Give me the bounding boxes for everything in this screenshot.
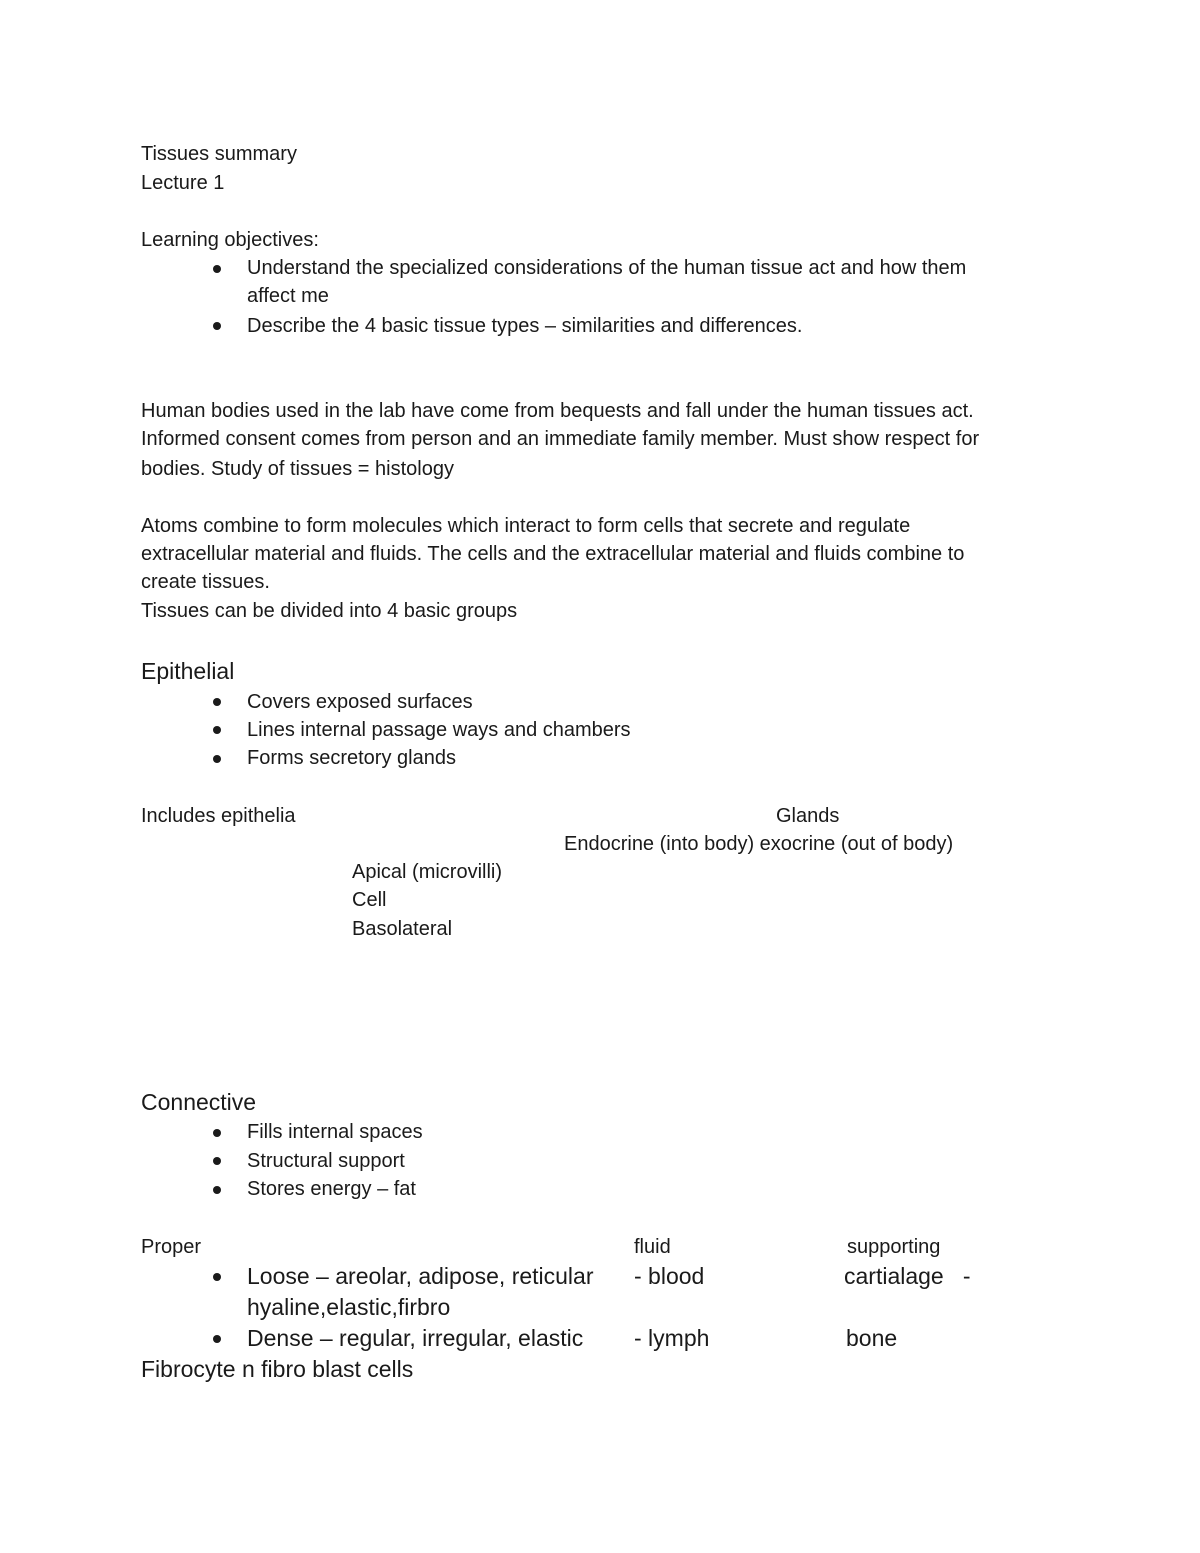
glands-label: Glands xyxy=(776,805,840,827)
bullet-icon xyxy=(213,265,221,273)
connective-bullet-1: Fills internal spaces xyxy=(247,1121,423,1143)
epithelial-heading: Epithelial xyxy=(141,658,235,684)
epithelial-bullet-2: Lines internal passage ways and chambers xyxy=(247,719,631,741)
fluid-item-lymph: - lymph xyxy=(634,1325,710,1351)
epithelial-bullet-1: Covers exposed surfaces xyxy=(247,691,473,713)
supporting-item-cartilage: cartialage - xyxy=(844,1263,971,1289)
bullet-icon xyxy=(213,755,221,763)
document-title: Tissues summary xyxy=(141,143,297,165)
supporting-label: supporting xyxy=(847,1236,941,1258)
bullet-icon xyxy=(213,1335,221,1343)
fibrocyte-note: Fibrocyte n fibro blast cells xyxy=(141,1356,414,1382)
intro-p2-line-1: Atoms combine to form molecules which interact to form cells that secrete and regulate xyxy=(141,515,911,537)
dense-item: Dense – regular, irregular, elastic xyxy=(247,1325,584,1351)
loose-item: Loose – areolar, adipose, reticular xyxy=(247,1263,594,1289)
bullet-icon xyxy=(213,1186,221,1194)
objectives-heading: Learning objectives: xyxy=(141,229,319,251)
proper-label: Proper xyxy=(141,1236,202,1258)
bullet-icon xyxy=(213,1129,221,1137)
intro-p1-line-2: Informed consent comes from person and an immediate family member. Must show respect for xyxy=(141,428,980,450)
intro-p2-line-3: create tissues. xyxy=(141,571,270,593)
intro-p1-line-1: Human bodies used in the lab have come from bequests and fall under the human tissues act. xyxy=(141,400,974,422)
bullet-icon xyxy=(213,698,221,706)
connective-heading: Connective xyxy=(141,1089,257,1115)
fluid-label: fluid xyxy=(634,1236,671,1258)
lecture-label: Lecture 1 xyxy=(141,172,225,194)
objective-item-1: Understand the specialized considerations of the human tissue act and how them xyxy=(247,257,967,279)
loose-item-cont: hyaline,elastic,firbro xyxy=(247,1294,451,1320)
cell-part-cell: Cell xyxy=(352,889,387,911)
intro-p1-line-3: bodies. Study of tissues = histology xyxy=(141,458,454,480)
cell-part-basolateral: Basolateral xyxy=(352,918,453,940)
bullet-icon xyxy=(213,1273,221,1281)
objective-item-2: Describe the 4 basic tissue types – similarities and differences. xyxy=(247,315,803,337)
connective-bullet-2: Structural support xyxy=(247,1150,405,1172)
objective-item-1-cont: affect me xyxy=(247,285,329,307)
bullet-icon xyxy=(213,1157,221,1165)
intro-p2-line-2: extracellular material and fluids. The cells and the extracellular material and fluids combine to xyxy=(141,543,965,565)
supporting-item-bone: bone xyxy=(846,1325,898,1351)
cell-part-apical: Apical (microvilli) xyxy=(352,861,503,883)
intro-p2-line-4: Tissues can be divided into 4 basic groups xyxy=(141,600,518,622)
bullet-icon xyxy=(213,726,221,734)
includes-epithelia-label: Includes epithelia xyxy=(141,805,296,827)
bullet-icon xyxy=(213,322,221,330)
glands-types: Endocrine (into body) exocrine (out of body) xyxy=(564,833,954,855)
epithelial-bullet-3: Forms secretory glands xyxy=(247,747,456,769)
fluid-item-blood: - blood xyxy=(634,1263,705,1289)
connective-bullet-3: Stores energy – fat xyxy=(247,1178,416,1200)
